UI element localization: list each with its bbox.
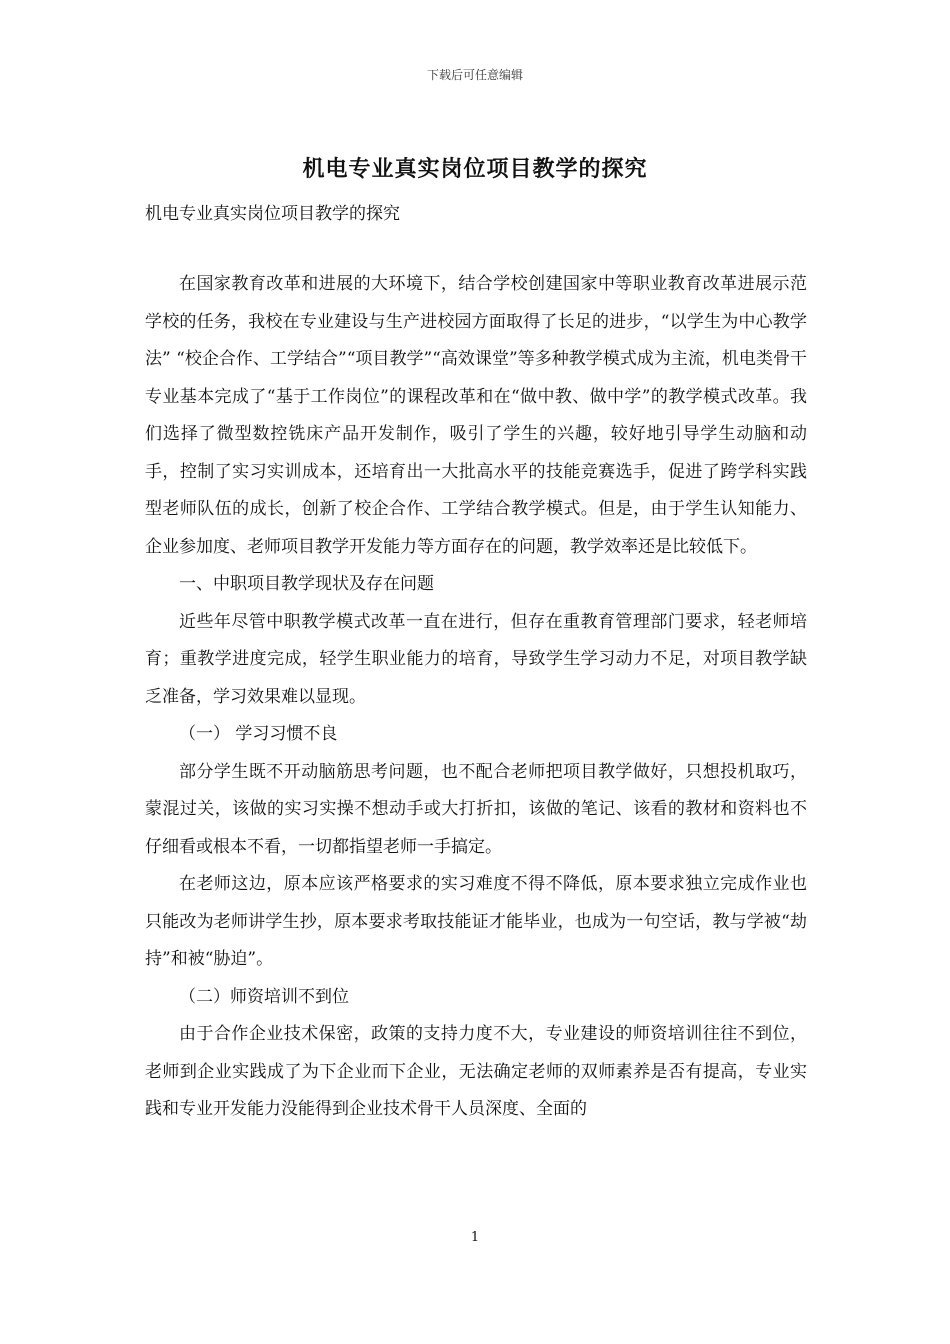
document-body bbox=[145, 266, 807, 1129]
body-paragraph: 在老师这边，原本应该严格要求的实习难度不得不降低，原本要求独立完成作业也只能改为老师讲学生抄，原本要求考取技能证才能毕业，也成为一句空话，教与学被“劫持”和被“胁迫”。 bbox=[145, 874, 807, 969]
document-title: 机电专业真实岗位项目教学的探究 bbox=[302, 156, 648, 182]
body-paragraph: 近些年尽管中职教学模式改革一直在进行，但存在重教育管理部门要求，轻老师培育；重教学进度完成，轻学生职业能力的培育，导致学生学习动力不足，对项目教学缺乏准备，学习效果难以显现。 bbox=[145, 611, 807, 707]
body-paragraph: 由于合作企业技术保密，政策的支持力度不大，专业建设的师资培训往往不到位，老师到企业实践成了为下企业而下企业，无法确定老师的双师素养是否有提高，专业实践和专业开发能力没能得到企业技术骨干人员深度、全面的 bbox=[145, 1024, 807, 1119]
page-header-note: 下载后可任意编辑 bbox=[426, 68, 523, 82]
intro-paragraph: 在国家教育改革和进展的大环境下，结合学校创建国家中等职业教育改革进展示范学校的任务，我校在专业建设与生产进校园方面取得了长足的进步，“以学生为中心教学法” “校企合作、工学结合”“项目教学”“高效课堂”等多种教学模式成为主流，机电类骨干专业基本完成了“基于工作岗位”的课程改革和在“做中教、做中学”的教学模式改革。我们选择了微型数控铣床产品开发制作，吸引了学生的兴趣，较好地引导学生动脑和动手，控制了实习实训成本，还培育出一大批高水平的技能竞赛选手，促进了跨学科实践型老师队伍的成长，创新了校企合作、工学结合教学模式。但是，由于学生认知能力、企业参加度、老师项目教学开发能力等方面存在的问题，教学效率还是比较低下。 bbox=[145, 274, 807, 557]
section-heading-1: 一、中职项目教学现状及存在问题 bbox=[179, 574, 434, 594]
page-number: 1 bbox=[470, 1230, 480, 1245]
subsection-heading-1: （一） 学习习惯不良 bbox=[179, 724, 338, 744]
body-paragraph: 部分学生既不开动脑筋思考问题，也不配合老师把项目教学做好，只想投机取巧，蒙混过关，该做的实习实操不想动手或大打折扣，该做的笔记、该看的教材和资料也不仔细看或根本不看，一切都指望老师一手搞定。 bbox=[145, 761, 807, 857]
document-subtitle: 机电专业真实岗位项目教学的探究 bbox=[145, 204, 400, 224]
subsection-heading-2: （二）师资培训不到位 bbox=[179, 986, 349, 1007]
